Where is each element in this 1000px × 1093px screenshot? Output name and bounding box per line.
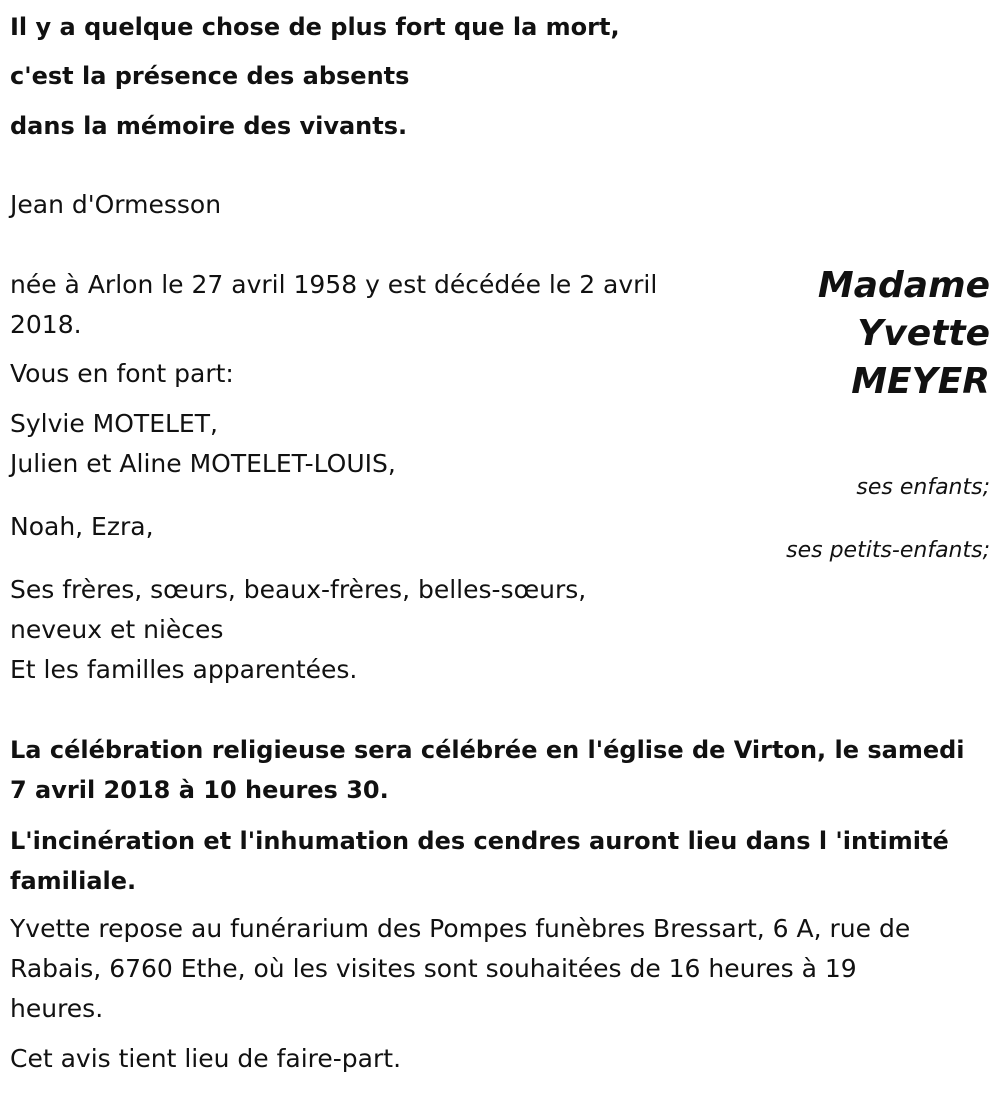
ceremony-line-1: La célébration religieuse sera célébrée en l'église de Virton, le samedi [10,736,965,764]
quote-line-1: Il y a quelque chose de plus fort que la mort, [10,13,620,41]
quote-line-3: dans la mémoire des vivants. [10,112,408,140]
deceased-first-name: Yvette [857,313,990,354]
cremation-line-2: familiale. [10,867,137,895]
cremation-line-1: L'incinération et l'inhumation des cendres auront lieu dans l 'intimité [10,827,949,855]
relatives-line-3: Et les familles apparentées. [10,655,358,684]
children-line-1: Sylvie MOTELET, [10,409,218,438]
children-line-2: Julien et Aline MOTELET-LOUIS, [10,449,396,478]
visitation-line-3: heures. [10,994,104,1023]
relatives-line-1: Ses frères, sœurs, beaux-frères, belles-sœurs, [10,575,587,604]
closing-note: Cet avis tient lieu de faire-part. [10,1044,402,1073]
quote-author: Jean d'Ormesson [10,190,222,219]
quote-line-2: c'est la présence des absents [10,62,410,90]
grandchildren: Noah, Ezra, [10,512,154,541]
deceased-title: Madame [817,265,990,306]
visitation-line-2: Rabais, 6760 Ethe, où les visites sont souhaitées de 16 heures à 19 [10,954,857,983]
birth-death-line-2: 2018. [10,310,82,339]
birth-death-line-1: née à Arlon le 27 avril 1958 y est décédée le 2 avril [10,270,658,299]
grandchildren-role: ses petits-enfants; [786,538,990,563]
visitation-line-1: Yvette repose au funérarium des Pompes funèbres Bressart, 6 A, rue de [10,914,911,943]
ceremony-line-2: 7 avril 2018 à 10 heures 30. [10,776,389,804]
deceased-last-name: MEYER [851,361,990,402]
children-role: ses enfants; [856,475,990,500]
announcers-intro: Vous en font part: [10,359,234,388]
relatives-line-2: neveux et nièces [10,615,224,644]
